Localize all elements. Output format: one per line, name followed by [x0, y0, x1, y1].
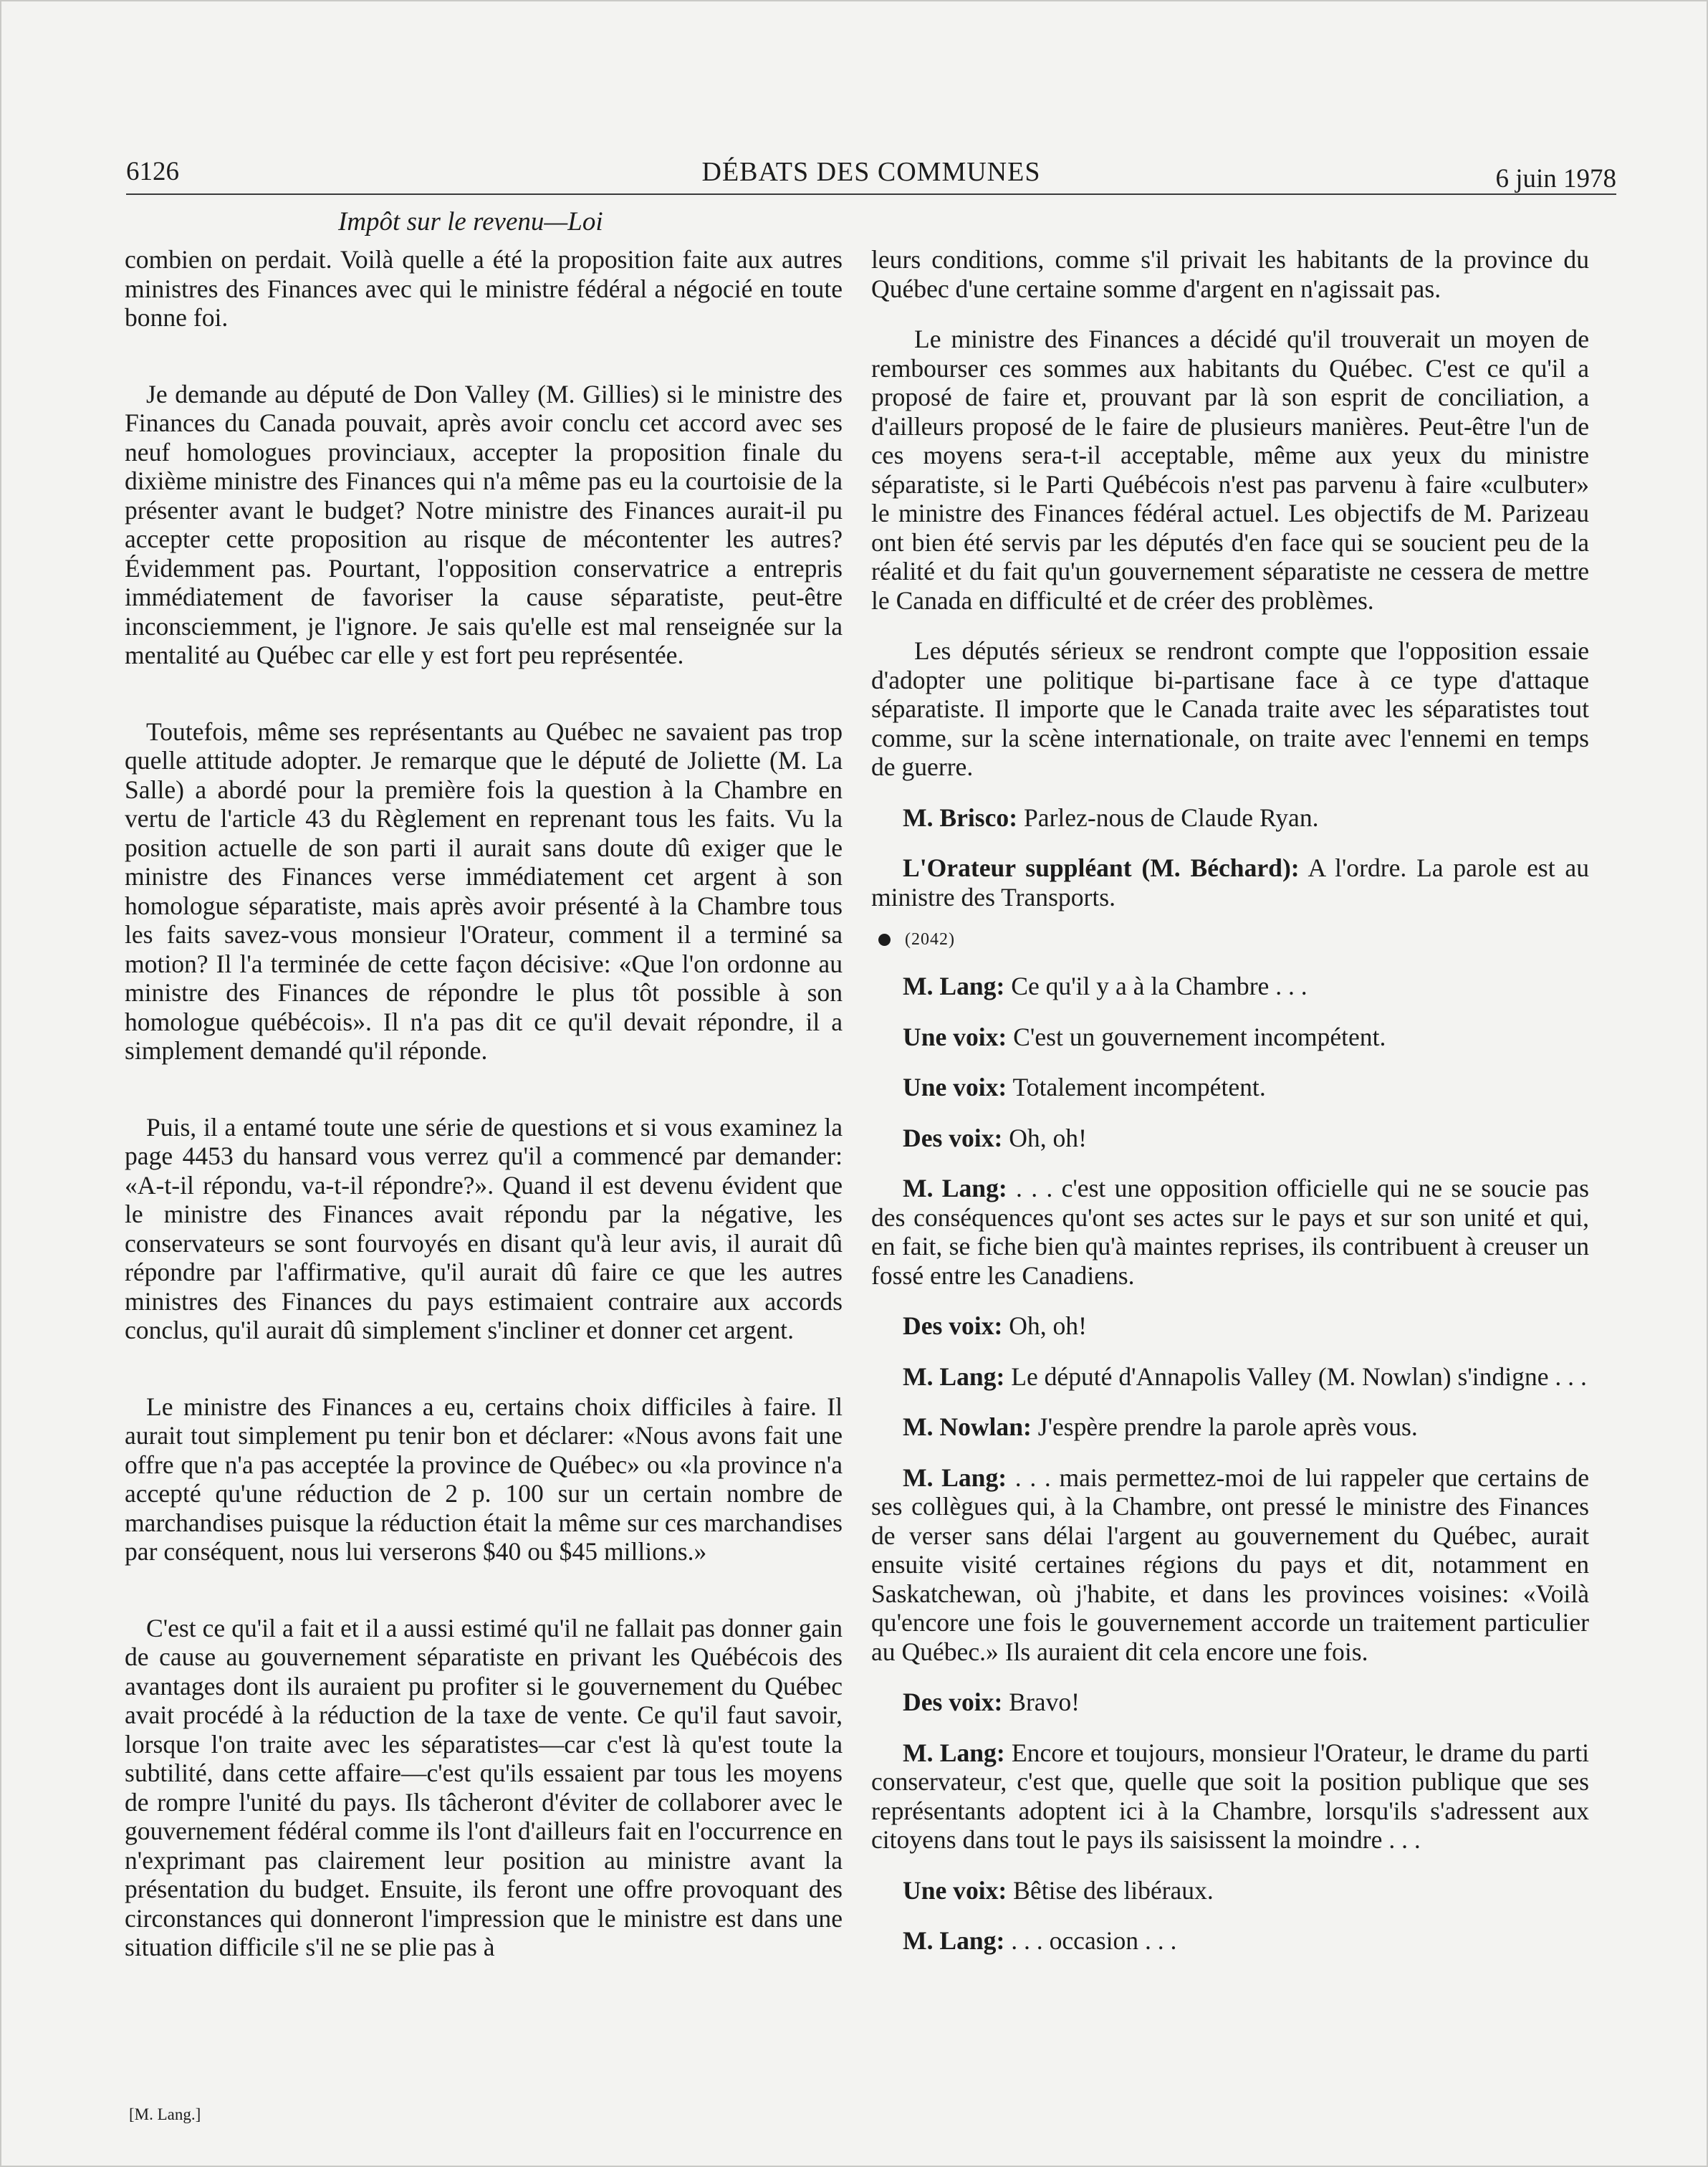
- speech-text: Ce qu'il y a à la Chambre . . .: [1004, 972, 1308, 1000]
- speech: [871, 1926, 1589, 1956]
- paragraph: leurs conditions, comme s'il privait les habitants de la province du Québec d'une certaine somme d'argent en n'agissait pas.: [871, 245, 1589, 303]
- speech: [871, 1023, 1589, 1052]
- speech: [871, 1463, 1589, 1667]
- speech: [871, 1688, 1589, 1717]
- speaker-name: M. Lang:: [903, 1174, 1007, 1202]
- speaker-footnote: [M. Lang.]: [129, 2105, 201, 2123]
- speech-text: Le député d'Annapolis Valley (M. Nowlan) s'indigne . . .: [1004, 1362, 1587, 1391]
- page-number: 6126: [126, 157, 179, 186]
- paragraph: combien on perdait. Voilà quelle a été la proposition faite aux autres ministres des Finances avec qui le ministre fédéral a négocié en toute bonne foi.: [125, 245, 843, 332]
- subject-heading: Impôt sur le revenu—Loi: [338, 207, 603, 236]
- speaker-name: Une voix:: [903, 1875, 1007, 1905]
- speaker-name: Des voix:: [903, 1688, 1003, 1716]
- speech-text: . . . c'est une opposition officielle qui ne se soucie pas des conséquences qu'ont ses actes sur le pays et sur son unité et qui, en fait, se fiche bien qu'à maintes reprises, ils contribuent à creuser un fossé entre les Canadiens.: [871, 1174, 1589, 1290]
- speaker-name: L'Orateur suppléant (M. Béchard):: [903, 853, 1300, 882]
- speech-text: . . . mais permettez-moi de lui rappeler que certains de ses collègues qui, à la Chambre, ont pressé le ministre des Finances de verser sans délai l'argent au gouvernement du Québec, aurait ensuite visité certaines régions du pays et dit, notamment en Saskatchewan, où j'habite, et dans les provinces voisines: «Voilà qu'encore une fois le gouvernement accorde un traitement particulier au Québec.» Ils auraient dit cela encore une fois.: [871, 1463, 1589, 1666]
- paragraph: Toutefois, même ses représentants au Québec ne savaient pas trop quelle attitude adopter. Je remarque que le député de Joliette (M. La Salle) a abordé pour la première fois la question à la Chambre en vertu de l'article 43 du Règlement en reprenant tous les faits. Vu la position actuelle de son parti il aurait sans doute dû exiger que le ministre des Finances verse immédiatement cet argent à son homologue séparatiste, mais après avoir présenté à la Chambre tous les faits savez-vous monsieur l'Orateur, comment il a terminé sa motion? Il l'a terminée de cette façon décisive: «Que l'on ordonne au ministre des Finances de répondre le plus tôt possible à son homologue québécois». Il n'a pas dit ce qu'il devait répondre, il a simplement demandé qu'il réponde.: [125, 717, 843, 1065]
- speaker-name: M. Lang:: [903, 972, 1005, 1000]
- speech-text: Oh, oh!: [1002, 1123, 1087, 1152]
- journal-title: DÉBATS DES COMMUNES: [701, 157, 1041, 187]
- speaker-name: Des voix:: [903, 1311, 1003, 1340]
- speaker-name: M. Lang:: [903, 1738, 1005, 1767]
- speech-text: J'espère prendre la parole après vous.: [1031, 1412, 1418, 1441]
- speech: [871, 1311, 1589, 1341]
- paragraph: Le ministre des Finances a eu, certains choix difficiles à faire. Il aurait tout simplement pu tenir bon et déclarer: «Nous avons fait une offre que n'a pas acceptée la province de Québec» ou «la province n'a accepté qu'une réduction de 2 p. 100 sur un certain nombre de marchandises puisque la réduction était la même sur ces marchandises par conséquent, nous lui verserons $40 ou $45 millions.»: [125, 1392, 843, 1566]
- speech-text: Totalement incompétent.: [1007, 1073, 1266, 1101]
- speech-text: Parlez-nous de Claude Ryan.: [1017, 803, 1319, 832]
- speaker-name: M. Brisco:: [903, 803, 1018, 832]
- speaker-name: M. Nowlan:: [903, 1412, 1032, 1441]
- header-date: 6 juin 1978: [1495, 164, 1616, 193]
- speech-text: C'est un gouvernement incompétent.: [1007, 1022, 1386, 1051]
- speaker-name: Une voix:: [903, 1022, 1007, 1051]
- speech-text: Oh, oh!: [1002, 1311, 1087, 1340]
- left-column: [125, 245, 843, 1962]
- paragraph: Je demande au député de Don Valley (M. Gillies) si le ministre des Finances du Canada pouvait, après avoir conclu cet accord avec ses neuf homologues provinciaux, accepter la proposition finale du dixième ministre des Finances qui n'a même pas eu la courtoisie de la présenter avant le budget? Notre ministre des Finances aurait-il pu accepter cette proposition au risque de mécontenter les autres? Évidemment pas. Pourtant, l'opposition conservatrice a entrepris immédiatement de favoriser la cause séparatiste, peut-être inconsciemment, je l'ignore. Je sais qu'elle est mal renseignée sur la mentalité au Québec car elle y est fort peu représentée.: [125, 379, 843, 669]
- paragraph: Le ministre des Finances a décidé qu'il trouverait un moyen de rembourser ces sommes aux habitants du Québec. C'est ce qu'il a proposé de faire et, prouvant par là son esprit de conciliation, a d'ailleurs proposé de le faire de plusieurs manières. Peut-être l'un de ces moyens sera-t-il acceptable, même aux yeux du ministre séparatiste, si le Parti Québécois n'est pas parvenu à faire «culbuter» le ministre des Finances fédéral actuel. Les objectifs de M. Parizeau ont bien été servis par les députés d'en face qui se soucient peu de la réalité et du fait qu'un gouvernement séparatiste ne cessera de mettre le Canada en difficulté et de créer des problèmes.: [871, 325, 1589, 615]
- time-marker-text: (2042): [905, 930, 955, 949]
- bullet-icon: [878, 934, 891, 946]
- speech: [871, 972, 1589, 1001]
- speech-text: Bravo!: [1002, 1688, 1080, 1716]
- running-head: [126, 149, 1616, 195]
- speech: [871, 1738, 1589, 1855]
- speaker-name: M. Lang:: [903, 1926, 1005, 1955]
- right-column: [871, 245, 1589, 1956]
- speech-text: Encore et toujours, monsieur l'Orateur, le drame du parti conservateur, c'est que, quelle que soit la position publique que ses représentants adoptent ici à la Chambre, lorsqu'ils s'adressent aux citoyens dans tout le pays ils saisissent la moindre . . .: [871, 1738, 1589, 1854]
- speech: [871, 803, 1589, 833]
- speech: [871, 1124, 1589, 1153]
- time-marker: [871, 929, 1589, 950]
- speech: [871, 1362, 1589, 1392]
- speech: [871, 1073, 1589, 1102]
- speech: [871, 1412, 1589, 1442]
- speech: [871, 1876, 1589, 1905]
- speech: [871, 853, 1589, 912]
- speech-text: . . . occasion . . .: [1004, 1926, 1177, 1955]
- speaker-name: Une voix:: [903, 1073, 1007, 1101]
- paragraph: C'est ce qu'il a fait et il a aussi estimé qu'il ne fallait pas donner gain de cause au gouvernement séparatiste en privant les Québécois des avantages dont ils auraient pu profiter si le gouvernement du Québec avait procédé à la réduction de la taxe de vente. Ce qu'il faut savoir, lorsque l'on traite avec les séparatistes—car c'est là qu'est toute la subtilité, dans cette affaire—c'est qu'ils essaient par tous les moyens de rompre l'unité du pays. Ils tâcheront d'éviter de collaborer avec le gouvernement fédéral comme ils l'ont d'ailleurs fait en l'occurrence en n'exprimant pas clairement leur position au ministre avant la présentation du budget. Ensuite, ils feront une offre provoquant des circonstances qui donneront l'impression que le ministre est dans une situation difficile s'il ne se plie pas à: [125, 1613, 843, 1961]
- speaker-name: M. Lang:: [903, 1362, 1005, 1391]
- speaker-name: M. Lang:: [903, 1463, 1007, 1492]
- paragraph: Puis, il a entamé toute une série de questions et si vous examinez la page 4453 du hansard vous verrez qu'il a commencé par demander: «A-t-il répondu, va-t-il répondre?». Quand il est devenu évident que le ministre des Finances avait répondu par la négative, les conservateurs se sont fourvoyés en disant qu'à leur avis, il aurait dû répondre par l'affirmative, qu'il aurait dû faire ce que les autres ministres des Finances du pays estimaient contraire aux accords conclus, qu'il aurait dû simplement s'incliner et donner cet argent.: [125, 1112, 843, 1344]
- speaker-name: Des voix:: [903, 1123, 1003, 1152]
- speech-text: Bêtise des libéraux.: [1007, 1875, 1214, 1905]
- speech-text: A l'ordre. La parole est au ministre des Transports.: [871, 853, 1589, 912]
- paragraph: Les députés sérieux se rendront compte que l'opposition essaie d'adopter une politique bi-partisane face à ce type d'attaque séparatiste. Il importe que le Canada traite avec les séparatistes tout comme, sur la scène internationale, on traite avec l'ennemi en temps de guerre.: [871, 636, 1589, 781]
- speech: [871, 1174, 1589, 1290]
